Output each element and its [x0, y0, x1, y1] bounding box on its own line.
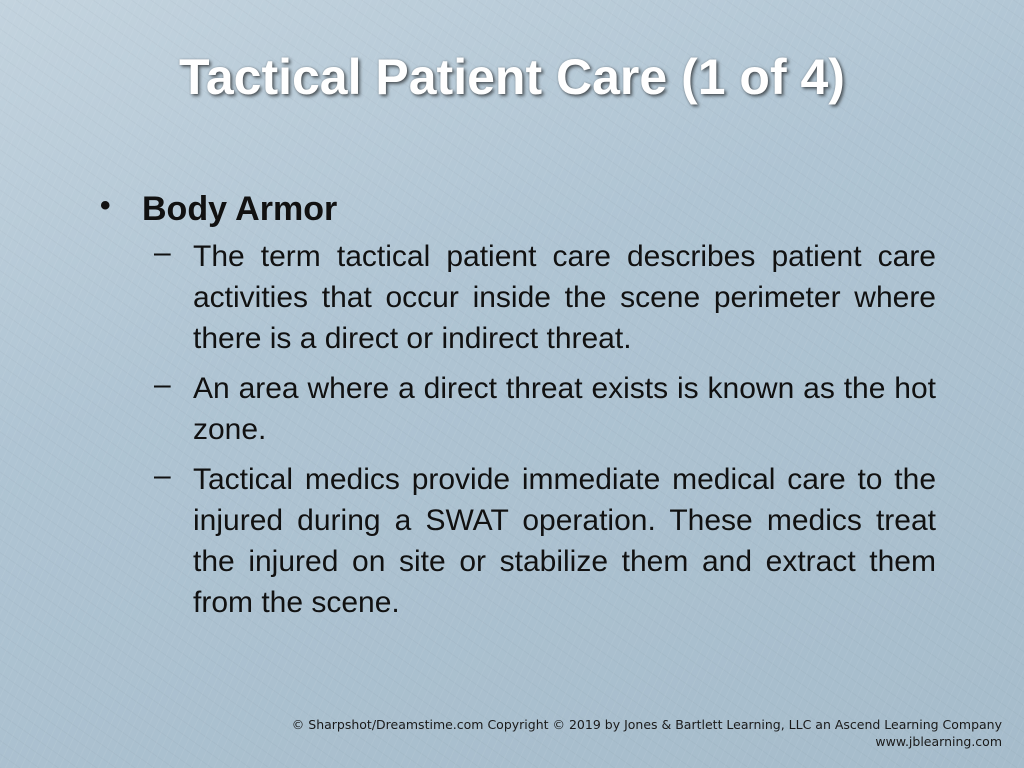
slide-content: [100, 186, 940, 632]
dash-icon: –: [154, 236, 171, 269]
sub-bullet-text: Tactical medics provide immediate medical care to the injured during a SWAT operation. These medics treat the injured on site or stabilize them and extract them from the scene.: [193, 463, 936, 619]
sub-bullet-item: [100, 236, 940, 359]
bullet-heading: Body Armor: [142, 190, 338, 228]
dash-icon: –: [154, 368, 171, 401]
slide-title: Tactical Patient Care (1 of 4): [179, 49, 845, 105]
dash-icon: –: [154, 459, 171, 492]
sub-bullet-item: [100, 368, 940, 450]
copyright-text: © Sharpshot/Dreamstime.com Copyright © 2019 by Jones & Bartlett Learning, LLC an Ascend Learning Company: [291, 717, 1002, 732]
sub-bullet-text: The term tactical patient care describes patient care activities that occur inside the scene perimeter where there is a direct or indirect threat.: [193, 240, 936, 355]
copyright-footer: [292, 716, 1002, 750]
website-link[interactable]: www.jblearning.com: [875, 734, 1002, 749]
bullet-icon: •: [100, 189, 111, 222]
sub-bullet-text: An area where a direct threat exists is known as the hot zone.: [193, 372, 936, 446]
sub-bullet-item: [100, 459, 940, 623]
bullet-item: [100, 186, 940, 232]
sub-bullet-list: [100, 236, 940, 623]
